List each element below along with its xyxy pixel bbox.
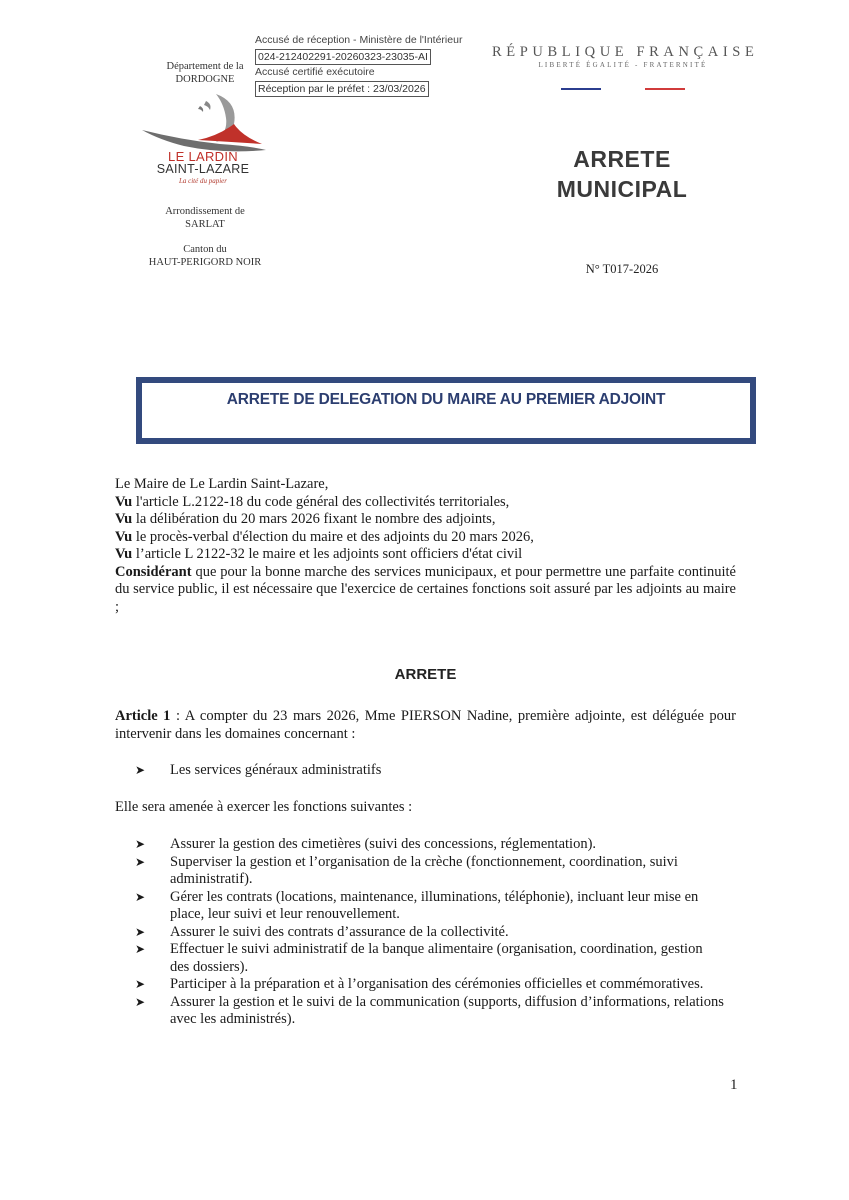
arrow-bullet-icon: ➤ bbox=[135, 837, 146, 851]
function-item bbox=[115, 994, 725, 1029]
vu-line bbox=[115, 546, 736, 564]
vu-lead: Vu bbox=[115, 546, 133, 562]
article-text: : A compter du 23 mars 2026, Mme PIERSON Nadine, première adjointe, est déléguée pour intervenir dans les domaines concernant : bbox=[115, 708, 736, 742]
function-item bbox=[115, 976, 725, 994]
function-text: Superviser la gestion et l’organisation de la crèche (fonctionnement, coordination, suivi administratif). bbox=[170, 853, 678, 887]
flag-blue-bar bbox=[561, 88, 601, 90]
article-1 bbox=[115, 708, 736, 743]
function-item bbox=[115, 924, 725, 942]
arrete-number: N° T017-2026 bbox=[585, 262, 659, 276]
vu-line bbox=[115, 529, 736, 547]
arrow-bullet-icon: ➤ bbox=[135, 763, 146, 777]
document-type-line-1: ARRETE bbox=[573, 146, 671, 172]
article-lead: Article 1 bbox=[115, 708, 171, 724]
functions-list bbox=[115, 836, 725, 1029]
flag-red-bar bbox=[645, 88, 685, 90]
stamp-certified: Accusé certifié exécutoire bbox=[255, 66, 375, 78]
page-number: 1 bbox=[730, 1077, 738, 1093]
arrondissement-line-1: Arrondissement de bbox=[165, 206, 245, 217]
function-text: Participer à la préparation et à l’organisation des cérémonies officielles et commémoratives. bbox=[170, 976, 704, 992]
vu-text: l'article L.2122-18 du code général des collectivités territoriales, bbox=[132, 493, 510, 510]
vu-text: la délibération du 20 mars 2026 fixant le nombre des adjoints, bbox=[132, 511, 496, 527]
document-type-line-2: MUNICIPAL bbox=[556, 176, 688, 202]
considerant-text: que pour la bonne marche des services municipaux, et pour permettre une parfaite continuité du service public, il est nécessaire que l'exercice de certaines fonctions soit assuré par les adjoints au maire ; bbox=[115, 563, 736, 615]
republique-motto: LIBERTÉ ÉGALITÉ - FRATERNITÉ bbox=[538, 61, 708, 69]
document-title: ARRETE DE DELEGATION DU MAIRE AU PREMIER ADJOINT bbox=[226, 391, 666, 408]
function-text: Effectuer le suivi administratif de la banque alimentaire (organisation, coordination, gestion des dossiers). bbox=[170, 941, 703, 975]
preamble-intro: Le Maire de Le Lardin Saint-Lazare, bbox=[115, 476, 329, 492]
article-1-intro bbox=[115, 708, 736, 743]
functions-intro: Elle sera amenée à exercer les fonctions suivantes : bbox=[115, 799, 413, 815]
reception-stamp bbox=[255, 33, 462, 97]
arrow-bullet-icon: ➤ bbox=[135, 977, 146, 991]
considerant-paragraph bbox=[115, 564, 736, 617]
canton-label bbox=[140, 243, 270, 269]
stamp-reference: 024-212402291-20260323-23035-AI bbox=[255, 49, 431, 65]
function-item bbox=[115, 941, 725, 976]
logo-line-2: SAINT-LAZARE bbox=[156, 162, 250, 176]
arrondissement-line-2: SARLAT bbox=[185, 219, 225, 230]
canton-line-1: Canton du bbox=[183, 244, 227, 255]
department-line-1: Département de la bbox=[166, 61, 244, 72]
vu-line bbox=[115, 494, 736, 512]
department-line-2: DORDOGNE bbox=[175, 74, 235, 85]
stamp-title: Accusé de réception - Ministère de l'Intérieur bbox=[255, 34, 463, 46]
function-text: Assurer le suivi des contrats d’assurance de la collectivité. bbox=[170, 923, 509, 940]
function-item bbox=[115, 854, 725, 889]
function-item bbox=[115, 889, 725, 924]
canton-line-2: HAUT-PERIGORD NOIR bbox=[148, 257, 262, 268]
arrow-bullet-icon: ➤ bbox=[135, 854, 146, 869]
vu-text: l’article L 2122-32 le maire et les adjoints sont officiers d'état civil bbox=[132, 546, 523, 562]
vu-lead: Vu bbox=[115, 493, 133, 510]
function-item bbox=[115, 836, 725, 854]
domains-list bbox=[115, 762, 736, 780]
domain-item bbox=[115, 762, 736, 780]
function-text: Assurer la gestion des cimetières (suivi des concessions, réglementation). bbox=[170, 836, 597, 852]
arrete-heading: ARRETE bbox=[394, 666, 457, 683]
department-label bbox=[140, 60, 270, 86]
logo-line-1: LE LARDIN bbox=[168, 149, 238, 164]
arrow-bullet-icon: ➤ bbox=[135, 924, 146, 939]
arrow-bullet-icon: ➤ bbox=[135, 942, 146, 956]
arrondissement-label bbox=[140, 205, 270, 231]
vu-lead: Vu bbox=[115, 511, 133, 527]
document-type bbox=[520, 144, 724, 204]
preamble bbox=[115, 476, 736, 616]
logo-wordmark bbox=[138, 150, 268, 186]
title-box bbox=[136, 377, 756, 444]
function-text: Gérer les contrats (locations, maintenance, illuminations, téléphonie), incluant leur mise en place, leur suivi et leur renouvellement. bbox=[170, 888, 699, 922]
considerant-lead: Considérant bbox=[115, 563, 192, 580]
vu-lead: Vu bbox=[115, 528, 133, 545]
stamp-reception-date: Réception par le préfet : 23/03/2026 bbox=[255, 81, 429, 97]
vu-text: le procès-verbal d'élection du maire et des adjoints du 20 mars 2026, bbox=[132, 528, 534, 545]
logo-tagline: La cité du papier bbox=[178, 177, 228, 185]
arrow-bullet-icon: ➤ bbox=[135, 889, 146, 904]
republique-title: RÉPUBLIQUE FRANÇAISE bbox=[492, 44, 759, 60]
function-text: Assurer la gestion et le suivi de la communication (supports, diffusion d’informations, relations avec les administrés). bbox=[170, 993, 724, 1027]
domain-text: Les services généraux administratifs bbox=[170, 762, 382, 778]
arrow-bullet-icon: ➤ bbox=[135, 994, 146, 1009]
republique-francaise-block bbox=[492, 44, 759, 70]
vu-line bbox=[115, 511, 736, 529]
